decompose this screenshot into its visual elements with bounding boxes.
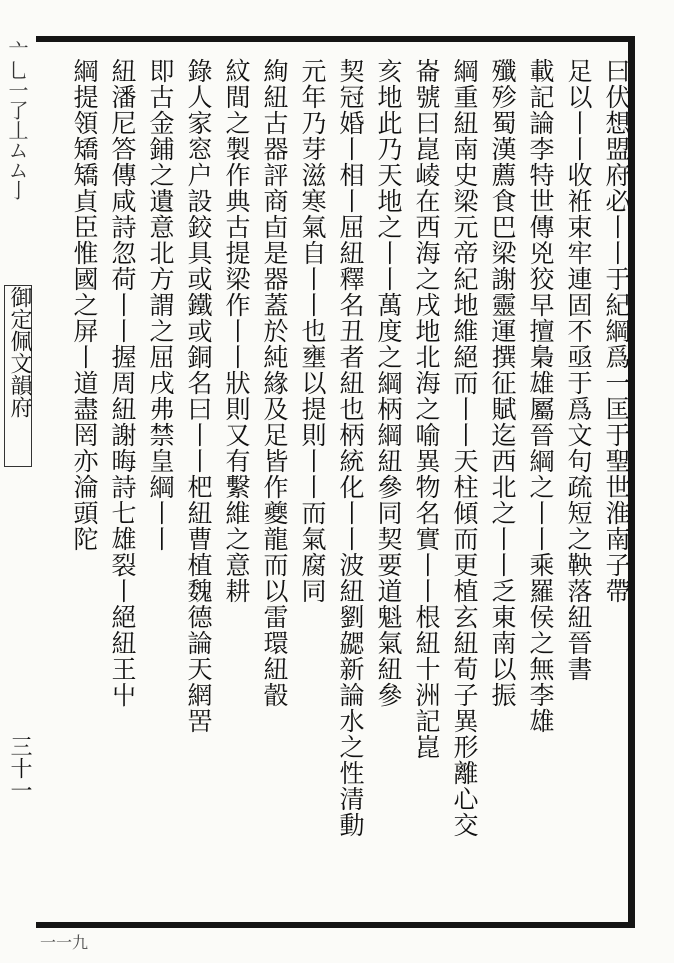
- margin-title: 亠乚一了丄ムム亅: [5, 40, 29, 200]
- text-column: 即古金鋪之遺意北方謂之屈戌弗禁皇綱丨丨: [146, 58, 175, 552]
- text-column: 綱重紐南史梁元帝紀地維絕而丨丨天柱傾而更植玄紐荀子異形離心交: [450, 58, 479, 838]
- text-column: 絢紐古器評商卣是器蓋於純緣及足皆作夔龍而以雷環紐瞉: [260, 58, 289, 708]
- text-column: 曰伏想盟府必丨丨于紀綱爲一匡于聖世淮南子帶: [602, 58, 631, 604]
- text-column: 足以丨丨收袵束牢連固不亟于爲文句疏短之鞅落紐晉書: [564, 58, 593, 682]
- text-column: 崙號曰崑崚在西海之戌地北海之喻異物名實丨丨根紐十洲記崑: [412, 58, 441, 760]
- text-column: 亥地此乃天地之丨丨萬度之綱柄綱紐參同契要道魁氣紐參: [374, 58, 403, 708]
- book-label: 御定佩文韻府: [4, 285, 32, 467]
- bottom-mark: 一一九: [40, 933, 89, 952]
- text-column: 綱提領矯矯貞臣惟國之屏丨道盡罔亦淪頭陀: [70, 58, 99, 552]
- page-number: 三十一: [7, 735, 32, 801]
- text-column: 契冠婚丨相丨屈紐釋名丑者紐也柄統化丨丨波紐劉勰新論水之性清動: [336, 58, 365, 838]
- text-column: 元年乃芽滋寒氣自丨丨也壅以提則丨丨而氣腐同: [298, 58, 327, 604]
- text-column: 錄人家窓户設鉸具或鐵或銅名曰丨丨杷紐曹植魏德論天網罟: [184, 58, 213, 734]
- text-column: 紋間之製作典古提梁作丨丨狀則又有繫維之意耕: [222, 58, 251, 604]
- text-column: 紐潘尼答傳咸詩忽荷丨丨握周紐謝晦詩七雄裂丨絕紐王屮: [108, 58, 137, 708]
- text-frame: [36, 36, 635, 928]
- text-column: 載記論李特世傳兇狡早擅梟雄屬晉綱之丨丨乘羅侯之無李雄: [526, 58, 555, 734]
- text-column: 殲殄蜀漢薦食巴梁謝靈運撰征賦迄西北之丨丨乏東南以振: [488, 58, 517, 708]
